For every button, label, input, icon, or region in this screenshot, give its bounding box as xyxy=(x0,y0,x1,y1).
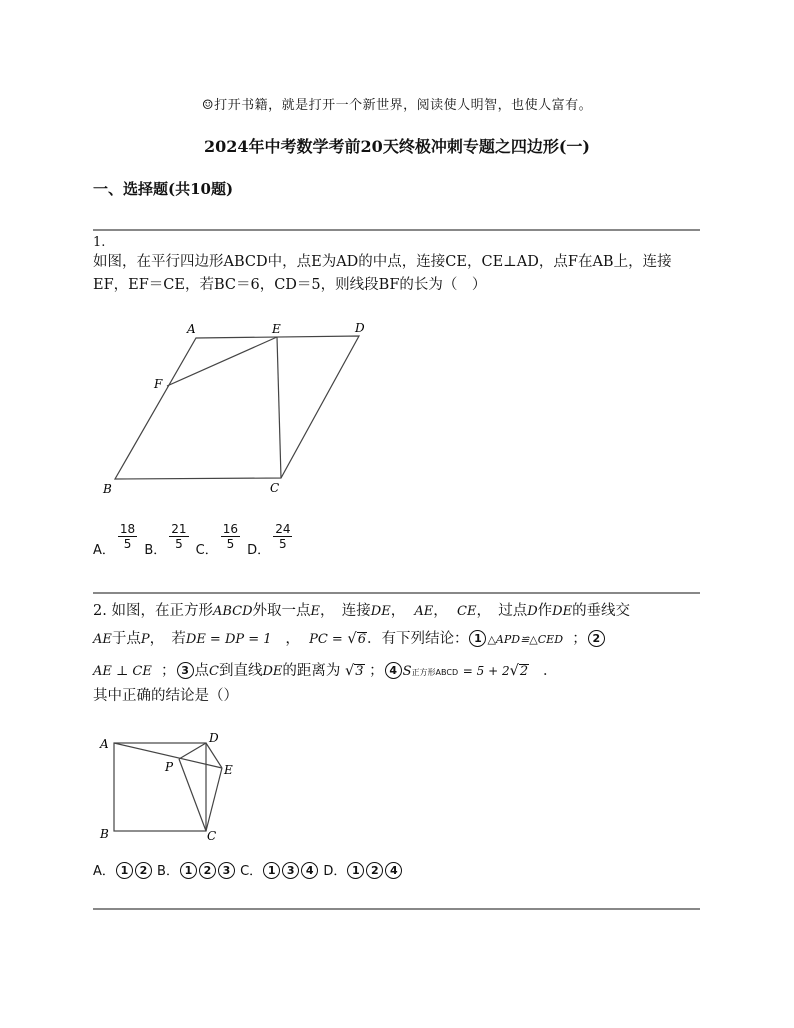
question-1-text-line2: EF，EF＝CE，若BC＝6，CD＝5，则线段BF的长为（ ） xyxy=(93,277,487,293)
question-1-figure xyxy=(95,315,385,500)
segment-pc xyxy=(179,759,206,831)
denominator: 5 xyxy=(226,537,235,551)
label-d: D xyxy=(355,321,365,335)
divider xyxy=(93,908,700,910)
text: ； xyxy=(161,663,176,679)
math: C xyxy=(209,664,219,679)
option-letter: D． xyxy=(323,864,347,879)
label-b: B xyxy=(100,827,109,841)
option-c[interactable] xyxy=(195,522,243,558)
segment-ce xyxy=(277,337,281,478)
question-2-text-line2: AE于点P， 若DE = DP = 1 ， PC = √6．有下列结论： 1 △APD≌△CED ； 2 xyxy=(93,629,606,650)
circled-number: 2 xyxy=(588,630,605,647)
math: AE ⊥ CE xyxy=(93,664,152,679)
circled-number: 1 xyxy=(347,862,364,879)
circled-number: 1 xyxy=(469,630,486,647)
divider xyxy=(93,229,700,231)
question-2-figure xyxy=(95,728,255,846)
option-c[interactable] xyxy=(240,864,319,879)
circled-number: 2 xyxy=(366,862,383,879)
math: AE xyxy=(414,604,434,619)
text: 于点 xyxy=(111,631,141,647)
question-1-number: 1. xyxy=(93,235,106,250)
motto: ☺打开书籍，就是打开一个新世界，阅读使人明智，也使人富有。 xyxy=(201,98,593,113)
fraction xyxy=(221,522,240,551)
text: ， xyxy=(433,603,448,619)
text: ． xyxy=(542,663,558,679)
circled-number: 4 xyxy=(385,862,402,879)
math: CE xyxy=(457,604,477,619)
fraction xyxy=(118,522,137,551)
text: 到直线 xyxy=(218,663,263,679)
segment-dp xyxy=(179,743,206,759)
text: ， 若 xyxy=(149,631,186,647)
label-a: A xyxy=(187,322,196,336)
math: DE xyxy=(262,664,283,679)
segment-ef xyxy=(167,337,277,386)
label-f: F xyxy=(154,377,163,391)
divider xyxy=(93,592,700,594)
text: ， xyxy=(285,631,300,647)
label-p: P xyxy=(165,760,174,774)
circled-number: 1 xyxy=(263,862,280,879)
denominator: 5 xyxy=(123,537,132,551)
label-d: D xyxy=(209,731,219,745)
math: P xyxy=(140,632,150,647)
option-d[interactable] xyxy=(323,864,403,879)
subscript: 正方形ABCD xyxy=(411,668,459,677)
option-letter: A． xyxy=(93,864,115,879)
numerator: 21 xyxy=(171,522,187,536)
section-heading: 一、选择题(共10题) xyxy=(93,180,234,198)
option-d[interactable] xyxy=(247,522,295,558)
numerator: 16 xyxy=(222,522,239,536)
circled-number: 4 xyxy=(301,862,318,879)
label-c: C xyxy=(207,829,217,843)
label-e: E xyxy=(272,322,281,336)
numerator: 24 xyxy=(275,522,291,536)
option-b[interactable] xyxy=(157,864,236,879)
text: 的垂线交 xyxy=(572,603,631,619)
fraction xyxy=(169,522,188,551)
parallelogram-abcd xyxy=(115,336,359,479)
math: PC = xyxy=(309,632,343,647)
text: 外取一点 xyxy=(252,603,311,619)
question-2-text-line4: 其中正确的结论是（） xyxy=(93,688,238,704)
segment-ce xyxy=(206,768,222,831)
math: DE xyxy=(552,604,573,619)
math: S xyxy=(402,664,412,679)
text: ； xyxy=(572,631,587,647)
numerator: 18 xyxy=(119,522,136,536)
option-b[interactable] xyxy=(144,522,191,558)
option-letter: B． xyxy=(144,543,167,558)
math: = 5 + 2 xyxy=(462,664,510,678)
text: 作 xyxy=(537,603,553,619)
document-title: 2024年中考数学考前20天终极冲刺专题之四边形(一) xyxy=(204,137,590,156)
option-a[interactable] xyxy=(93,522,140,558)
math: DE = DP = 1 xyxy=(185,632,272,647)
option-letter: C． xyxy=(195,543,218,558)
math: D xyxy=(527,604,538,619)
fraction xyxy=(273,522,292,551)
option-a[interactable] xyxy=(93,864,153,879)
question-1-text-line1: 如图，在平行四边形ABCD中，点E为AD的中点，连接CE，CE⊥AD，点F在AB上，连接 xyxy=(93,254,672,270)
label-a: A xyxy=(100,737,109,751)
circled-number: 2 xyxy=(135,862,152,879)
option-letter: A． xyxy=(93,543,115,558)
text: ； xyxy=(369,663,384,679)
math: 2 xyxy=(519,664,529,679)
option-letter: B． xyxy=(157,864,179,879)
option-letter: D． xyxy=(247,543,271,558)
question-2-text-line3: AE ⊥ CE ； 3 点C到直线DE的距离为 √3 ； 4 S正方形ABCD = 5 + 2√2 ． xyxy=(93,663,558,679)
circled-number: 1 xyxy=(116,862,133,879)
circled-number: 1 xyxy=(180,862,197,879)
circled-number: 3 xyxy=(282,862,299,879)
text: ， 连接 xyxy=(320,603,371,619)
text: 2. 如图，在正方形 xyxy=(93,603,213,619)
denominator: 5 xyxy=(175,537,183,551)
math: ABCD xyxy=(212,604,253,619)
option-letter: C． xyxy=(240,864,263,879)
circled-number: 3 xyxy=(218,862,235,879)
math: DE xyxy=(370,604,391,619)
text: ， xyxy=(390,603,406,619)
circled-number: 3 xyxy=(177,662,194,679)
label-b: B xyxy=(103,482,112,496)
denominator: 5 xyxy=(279,537,287,551)
question-1-options xyxy=(93,522,295,558)
circled-number: 4 xyxy=(385,662,402,679)
question-2-options xyxy=(93,860,403,879)
math: 6 xyxy=(357,632,366,647)
text: 点 xyxy=(194,663,210,679)
square-abcd xyxy=(114,743,206,831)
question-2-text-line1 xyxy=(93,601,630,622)
label-c: C xyxy=(270,481,280,495)
math: AE xyxy=(93,632,112,647)
circled-number: 2 xyxy=(199,862,216,879)
text: ．有下列结论： xyxy=(366,631,469,647)
text: 的距离为 xyxy=(282,663,341,679)
math: E xyxy=(310,604,321,619)
label-e: E xyxy=(224,763,233,777)
math: 3 xyxy=(355,664,364,679)
text: ， 过点 xyxy=(476,603,528,619)
math: △APD≌△CED xyxy=(487,633,564,646)
